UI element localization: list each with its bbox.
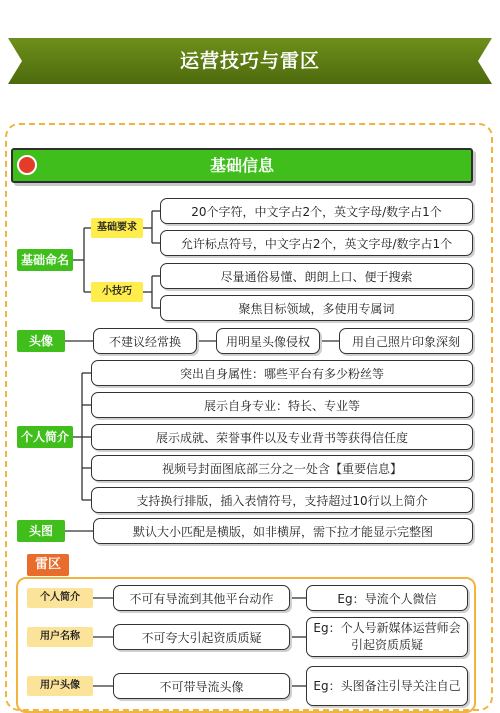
sub-tips: 小技巧 [91, 282, 143, 302]
minefield-rule-username: 不可夸大引起资质质疑 [113, 624, 290, 650]
avatar-item-2: 用明星头像侵权 [216, 328, 320, 354]
minefield-title: 雷区 [27, 554, 69, 576]
naming-tip-1: 尽量通俗易懂、朗朗上口、便于搜索 [160, 263, 473, 289]
header-image-item: 默认大小匹配是横版，如非横屏，需下拉才能显示完整图 [93, 518, 473, 544]
avatar-item-3: 用自己照片印象深刻 [339, 328, 473, 354]
bio-item-2: 展示自身专业：特长、专业等 [91, 392, 473, 418]
minefield-example-bio: Eg：导流个人微信 [306, 585, 468, 611]
naming-tip-2: 聚焦目标领域，多使用专属词 [160, 295, 473, 321]
page-title: 运营技巧与雷区 [179, 50, 320, 72]
title-banner [8, 38, 492, 84]
bio-item-1: 突出自身属性：哪些平台有多少粉丝等 [91, 360, 473, 386]
sub-basic-requirements: 基础要求 [91, 218, 143, 238]
category-header-image: 头图 [17, 520, 65, 542]
section-title: 基础信息 [209, 156, 274, 175]
avatar-item-1: 不建议经常换 [93, 328, 197, 354]
category-avatar: 头像 [17, 330, 65, 352]
naming-requirement-1: 20个字符，中文字占2个，英文字母/数字占1个 [160, 198, 473, 224]
bio-item-4: 视频号封面图底部三分之一处含【重要信息】 [91, 455, 473, 481]
minefield-label-username: 用户名称 [27, 627, 93, 647]
naming-requirement-2: 允许标点符号，中文字占2个，英文字母/数字占1个 [160, 230, 473, 256]
minefield-example-username: Eg：个人号新媒体运营师会引起资质质疑 [306, 617, 468, 657]
bio-item-3: 展示成就、荣誉事件以及专业背书等获得信任度 [91, 424, 473, 450]
bio-item-5: 支持换行排版，插入表情符号，支持超过10行以上简介 [91, 487, 473, 513]
minefield-label-bio: 个人简介 [27, 588, 93, 608]
section-header [11, 148, 473, 183]
category-bio: 个人简介 [17, 426, 73, 448]
minefield-rule-avatar: 不可带导流头像 [113, 673, 290, 699]
minefield-example-avatar: Eg：头图备注引导关注自己 [306, 666, 468, 706]
minefield-rule-bio: 不可有导流到其他平台动作 [113, 585, 290, 611]
category-naming: 基础命名 [17, 249, 73, 271]
minefield-label-avatar: 用户头像 [27, 676, 93, 696]
